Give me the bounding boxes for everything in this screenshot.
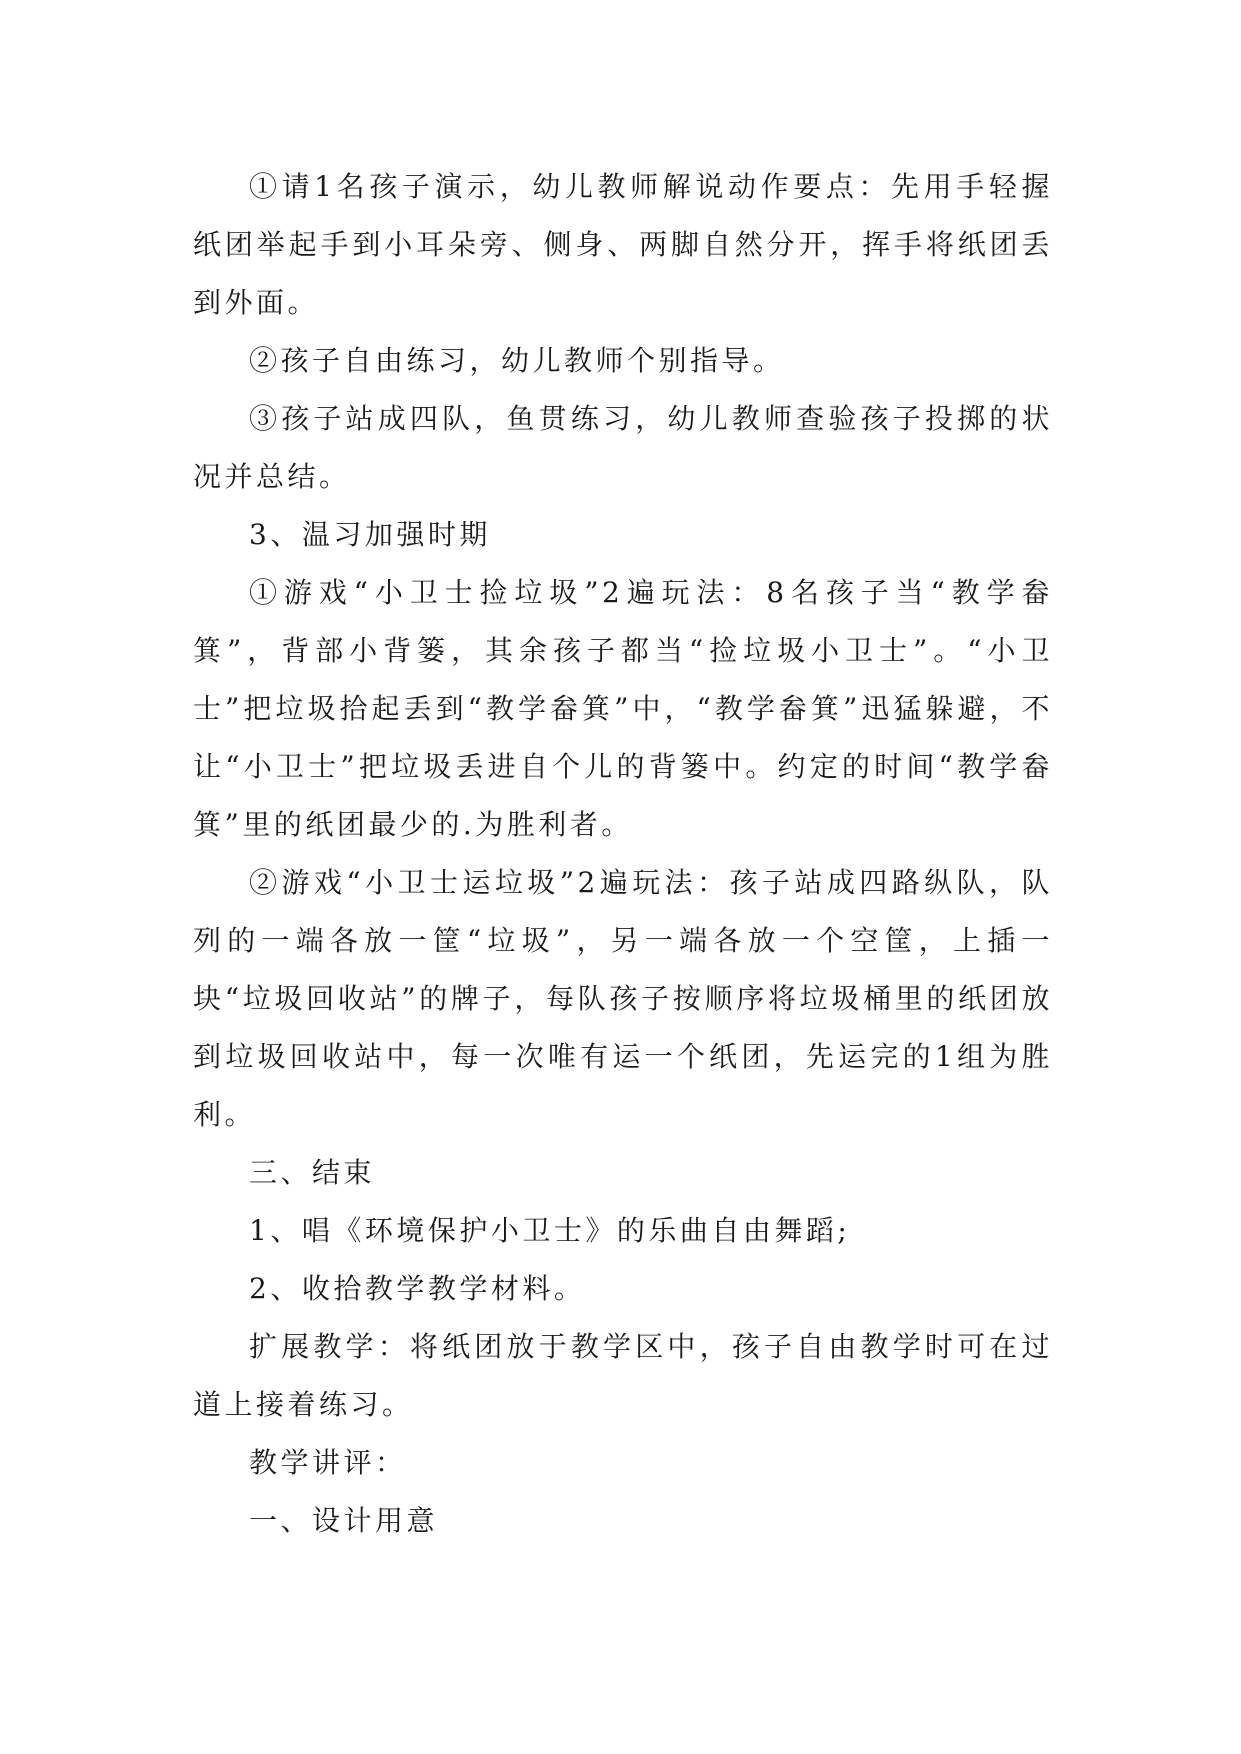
- section-heading-review: 3、温习加强时期: [249, 518, 491, 551]
- section-heading-ending: 三、结束: [249, 1156, 376, 1189]
- paragraph-free-practice: ②孩子自由练习，幼儿教师个别指导。: [249, 344, 785, 377]
- paragraph-queue-practice: ③孩子站成四队，鱼贯练习，幼儿教师查验孩子投掷的状况并总结。: [193, 402, 1053, 493]
- paragraph-teaching-review: 教学讲评：: [249, 1446, 407, 1479]
- paragraph-tidy-up: 2、收拾教学教学材料。: [249, 1272, 586, 1305]
- paragraph-demonstration: ①请1名孩子演示，幼儿教师解说动作要点：先用手轻握纸团举起手到小耳朵旁、侧身、两脚自然分开，挥手将纸团丢到外面。: [193, 170, 1053, 319]
- paragraph-game-transport: ②游戏“小卫士运垃圾”2遍玩法：孩子站成四路纵队，队列的一端各放一筐“垃圾”，另一端各放一个空筐，上插一块“垃圾回收站”的牌子，每队孩子按顺序将垃圾桶里的纸团放到垃圾回收站中，每一次唯有运一个纸团，先运完的1组为胜利。: [193, 866, 1053, 1131]
- paragraph-game-pick-up: ①游戏“小卫士捡垃圾”2遍玩法：8名孩子当“教学畚箕”，背部小背篓，其余孩子都当“捡垃圾小卫士”。“小卫士”把垃圾拾起丢到“教学畚箕”中，“教学畚箕”迅猛躲避，不让“小卫士”把垃圾丢进自个儿的背篓中。约定的时间“教学畚箕”里的纸团最少的.为胜利者。: [193, 576, 1053, 841]
- paragraph-dance: 1、唱《环境保护小卫士》的乐曲自由舞蹈;: [249, 1214, 851, 1247]
- document-body: [193, 158, 1053, 1550]
- paragraph-extension: 扩展教学：将纸团放于教学区中，孩子自由教学时可在过道上接着练习。: [193, 1330, 1053, 1421]
- section-heading-design-intent: 一、设计用意: [249, 1504, 439, 1537]
